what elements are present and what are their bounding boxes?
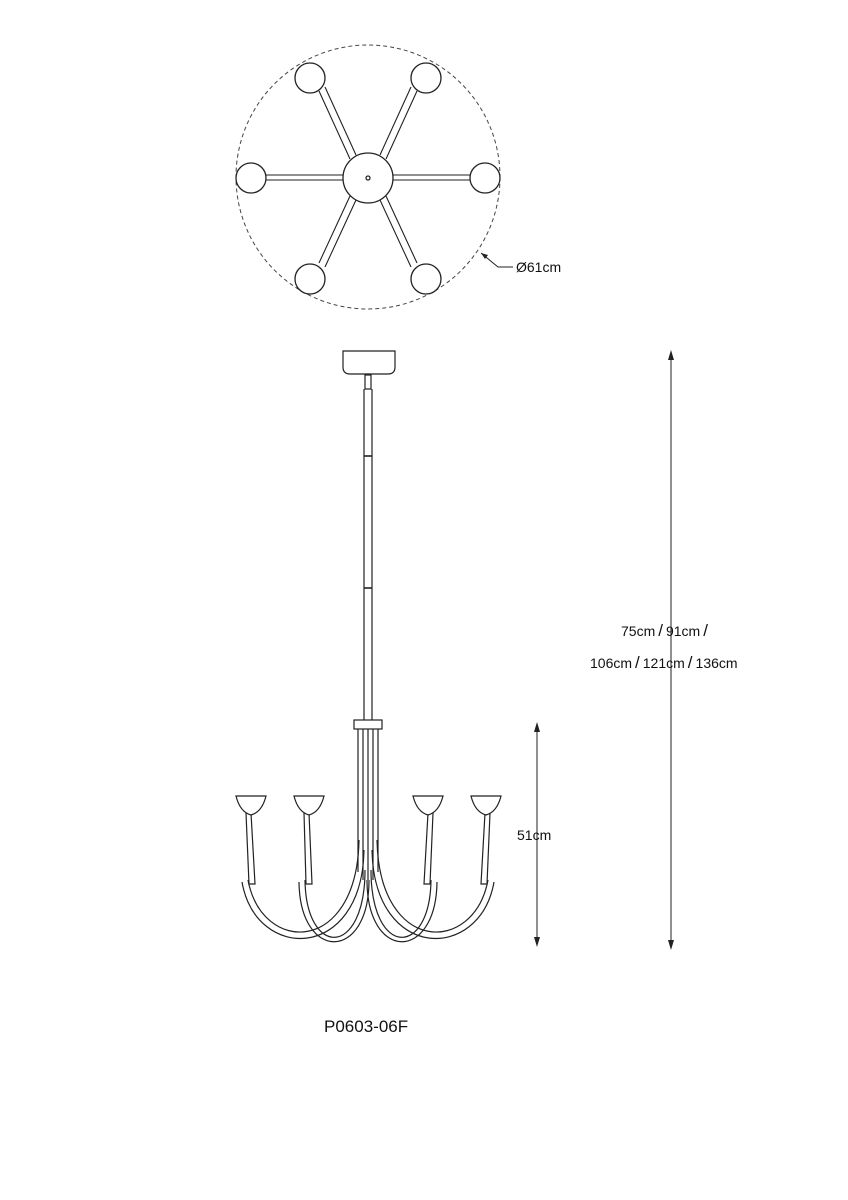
body-height-label: 51cm xyxy=(517,827,552,843)
height-option-106: 106cm xyxy=(590,655,633,671)
arm-inner-right xyxy=(371,870,431,937)
height-separator: / xyxy=(687,653,693,672)
globe-bottom-right xyxy=(411,264,441,294)
side-view xyxy=(236,351,501,942)
globe-left xyxy=(236,163,266,193)
arm-inner-left xyxy=(305,870,365,937)
sconce-4 xyxy=(471,796,501,884)
sconce-3 xyxy=(413,796,443,884)
top-view xyxy=(236,45,513,309)
globe-top-right xyxy=(411,63,441,93)
height-option-121: 121cm xyxy=(642,655,685,671)
diameter-label: Ø61cm xyxy=(516,259,562,275)
canopy-connector xyxy=(365,375,371,389)
height-options-line-1 xyxy=(621,623,711,639)
globe-right xyxy=(470,163,500,193)
sconce-1 xyxy=(236,796,266,884)
height-option-75: 75cm xyxy=(621,623,656,639)
globe-top-left xyxy=(295,63,325,93)
height-separator: / xyxy=(658,621,663,640)
height-option-136: 136cm xyxy=(695,655,738,671)
center-hole xyxy=(366,176,370,180)
height-option-91: 91cm xyxy=(665,623,701,639)
dimension-lines xyxy=(534,350,674,950)
height-separator: / xyxy=(635,653,640,672)
height-separator: / xyxy=(703,621,708,640)
globe-bottom-left xyxy=(295,264,325,294)
model-code: P0603-06F xyxy=(324,1017,409,1036)
canopy xyxy=(343,351,395,374)
rod-collar xyxy=(354,720,382,729)
height-options-line-2 xyxy=(590,655,738,671)
sconce-2 xyxy=(294,796,324,884)
